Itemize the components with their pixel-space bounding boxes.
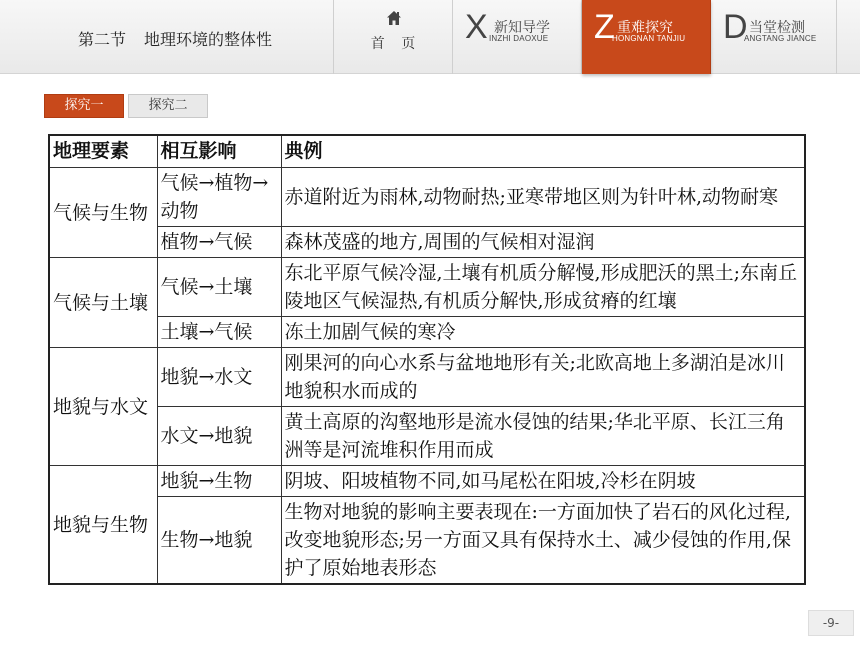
header-influence: 相互影响 (157, 135, 281, 168)
section-title: 地理环境的整体性 (144, 30, 273, 49)
table-row (49, 348, 805, 407)
table-row (49, 227, 805, 258)
tab-dangtang-jiance[interactable] (711, 0, 837, 74)
influence-cell: 植物→气候 (157, 227, 281, 258)
influence-cell: 气候→植物→动物 (157, 168, 281, 227)
page-number: -9- (808, 610, 854, 636)
element-cell: 气候与土壤 (49, 258, 157, 348)
example-cell: 冻土加剧气候的寒冷 (281, 317, 805, 348)
table-row (49, 168, 805, 227)
subtab-tanjiu-2[interactable]: 探究二 (128, 94, 208, 118)
home-label: 首 页 (370, 36, 422, 52)
home-button[interactable] (333, 0, 453, 74)
influence-cell: 地貌→水文 (157, 348, 281, 407)
influence-cell: 水文→地貌 (157, 407, 281, 466)
tab-pinyin: HONGNAN TANJIU (612, 34, 686, 43)
example-cell: 阴坡、阳坡植物不同,如马尾松在阳坡,冷杉在阴坡 (281, 466, 805, 497)
home-icon (386, 10, 402, 26)
tab-zhongnan-tanjiu[interactable] (582, 0, 711, 74)
tab-label: 重难探究 (617, 20, 673, 36)
influence-cell: 生物→地貌 (157, 497, 281, 585)
tab-letter: D (723, 8, 748, 46)
tab-letter: Z (594, 8, 615, 46)
example-cell: 生物对地貌的影响主要表现在:一方面加快了岩石的风化过程,改变地貌形态;另一方面又具有保持水土、减少侵蚀的作用,保护了原始地表形态 (281, 497, 805, 585)
element-cell: 气候与生物 (49, 168, 157, 258)
table-row (49, 497, 805, 585)
table-row (49, 407, 805, 466)
subtab-tanjiu-1[interactable]: 探究一 (44, 94, 124, 118)
section-number: 第二节 (78, 30, 127, 49)
tab-letter: X (465, 8, 488, 46)
example-cell: 黄土高原的沟壑地形是流水侵蚀的结果;华北平原、长江三角洲等是河流堆积作用而成 (281, 407, 805, 466)
top-nav-bar (0, 0, 860, 74)
table-row (49, 466, 805, 497)
example-cell: 刚果河的向心水系与盆地地形有关;北欧高地上多湖泊是冰川地貌积水而成的 (281, 348, 805, 407)
example-cell: 赤道附近为雨林,动物耐热;亚寒带地区则为针叶林,动物耐寒 (281, 168, 805, 227)
example-cell: 东北平原气候冷湿,土壤有机质分解慢,形成肥沃的黑土;东南丘陵地区气候湿热,有机质分解快,形成贫瘠的红壤 (281, 258, 805, 317)
influence-cell: 土壤→气候 (157, 317, 281, 348)
table-row (49, 317, 805, 348)
tab-pinyin: ANGTANG JIANCE (744, 34, 817, 43)
tab-label: 新知导学 (494, 20, 550, 36)
element-cell: 地貌与生物 (49, 466, 157, 585)
section-heading (78, 27, 272, 50)
influence-cell: 地貌→生物 (157, 466, 281, 497)
tab-pinyin: INZHI DAOXUE (489, 34, 549, 43)
tab-xinzhi-daoxue[interactable] (453, 0, 582, 74)
table-row (49, 258, 805, 317)
element-cell: 地貌与水文 (49, 348, 157, 466)
geography-elements-table (48, 134, 806, 585)
tab-label: 当堂检测 (749, 20, 805, 36)
example-cell: 森林茂盛的地方,周围的气候相对湿润 (281, 227, 805, 258)
table-header-row (49, 135, 805, 168)
influence-cell: 气候→土壤 (157, 258, 281, 317)
header-example: 典例 (281, 135, 805, 168)
header-element: 地理要素 (49, 135, 157, 168)
